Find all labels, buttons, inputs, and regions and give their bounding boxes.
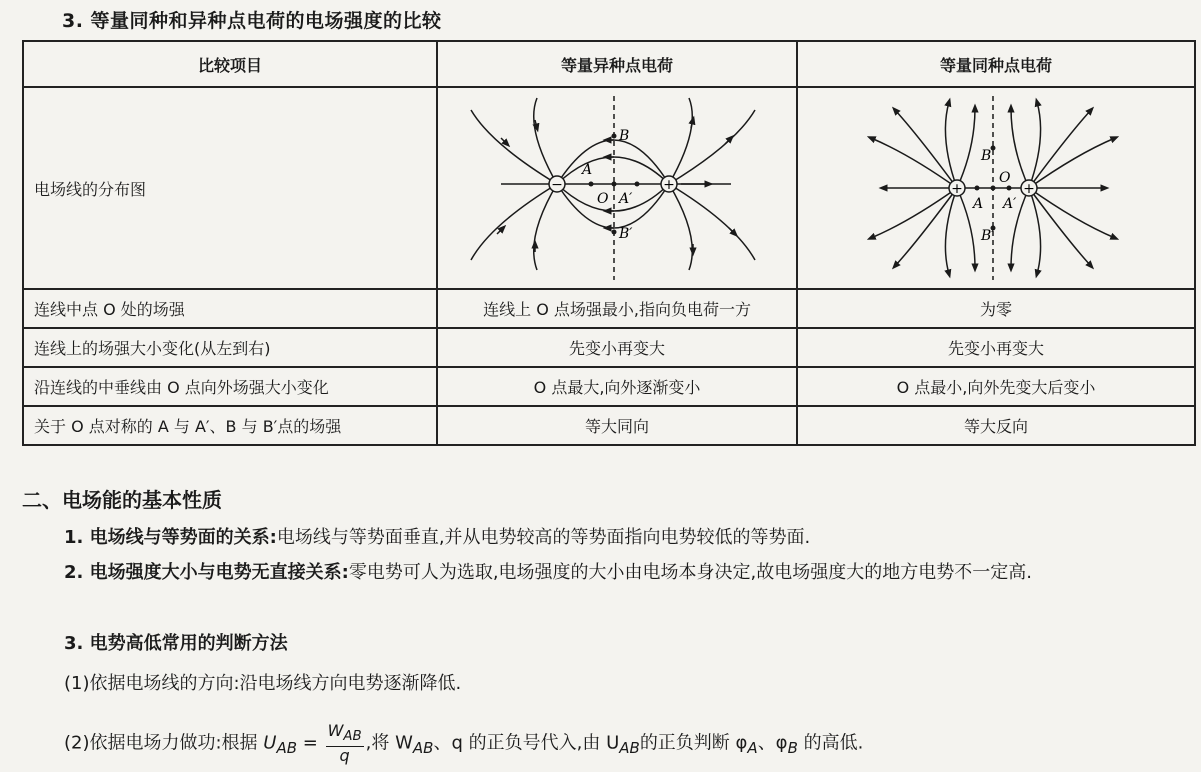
row-same: 为零 xyxy=(797,289,1195,328)
header-same: 等量同种点电荷 xyxy=(797,41,1195,87)
same-charges-field-diagram xyxy=(799,88,1193,284)
row-same: O 点最小,向外先变大后变小 xyxy=(797,367,1195,406)
paragraph-1 xyxy=(64,526,810,550)
p5-sep: 、φ xyxy=(757,732,788,754)
label-B-prime-same: B′ xyxy=(981,228,995,244)
table-row xyxy=(23,367,1195,406)
p5-end: 的高低. xyxy=(797,732,864,754)
p5-phiB-sub: B xyxy=(787,739,798,758)
row-item: 连线上的场强大小变化(从左到右) xyxy=(23,328,437,367)
p5-post-sub: AB xyxy=(412,739,434,758)
p5-prefix: (2)依据电场力做功:根据 xyxy=(64,732,264,754)
label-A-prime-same: A′ xyxy=(1003,196,1017,212)
minus-charge-label: − xyxy=(551,177,563,193)
row-opposite: 先变小再变大 xyxy=(437,328,797,367)
p5-fraction-numerator xyxy=(326,722,364,747)
p5-u-sub: AB xyxy=(276,739,298,758)
figure-row-label: 电场线的分布图 xyxy=(23,87,437,289)
paragraph-3-heading-text: 3. 电势高低常用的判断方法 xyxy=(64,633,288,654)
row-same: 等大反向 xyxy=(797,406,1195,445)
paragraph-2 xyxy=(22,556,1192,590)
header-opposite: 等量异种点电荷 xyxy=(437,41,797,87)
label-B-prime: B′ xyxy=(619,226,633,242)
label-A-prime: A′ xyxy=(619,191,633,207)
p5-post: ,将 W xyxy=(365,732,413,754)
p5-fraction-denominator: q xyxy=(339,746,350,766)
paragraph-1-heading: 1. 电场线与等势面的关系: xyxy=(64,527,277,548)
p5-post2-sub: AB xyxy=(619,739,640,758)
header-item: 比较项目 xyxy=(23,41,437,87)
row-opposite: O 点最大,向外逐渐变小 xyxy=(437,367,797,406)
label-O-same: O xyxy=(999,170,1011,186)
label-A-same: A xyxy=(973,196,984,212)
paragraph-2-body: 零电势可人为选取,电场强度的大小由电场本身决定,故电场强度大的地方电势不一定高. xyxy=(348,562,1032,583)
table-row xyxy=(23,406,1195,445)
section-3-title: 3. 等量同种和异种点电荷的电场强度的比较 xyxy=(62,10,442,32)
p5-phiA-sub: A xyxy=(747,739,758,758)
same-charges-diagram-cell xyxy=(797,87,1195,289)
table-header-row xyxy=(23,41,1195,87)
paragraph-4: (1)依据电场线的方向:沿电场线方向电势逐渐降低. xyxy=(64,673,462,694)
table-row-figure xyxy=(23,87,1195,289)
table-row xyxy=(23,328,1195,367)
table-row xyxy=(23,289,1195,328)
paragraph-1-body: 电场线与等势面垂直,并从电势较高的等势面指向电势较低的等势面. xyxy=(276,527,811,548)
p5-num-w: W xyxy=(327,721,344,740)
row-opposite: 等大同向 xyxy=(437,406,797,445)
row-opposite: 连线上 O 点场强最小,指向负电荷一方 xyxy=(437,289,797,328)
label-O: O xyxy=(597,191,609,207)
row-item: 连线中点 O 处的场强 xyxy=(23,289,437,328)
row-item: 关于 O 点对称的 A 与 A′、B 与 B′点的场强 xyxy=(23,406,437,445)
paragraph-2-heading: 2. 电场强度大小与电势无直接关系: xyxy=(64,562,349,583)
p5-equals: = xyxy=(297,732,324,754)
opposite-charges-diagram-cell xyxy=(437,87,797,289)
part-2-title: 二、电场能的基本性质 xyxy=(22,488,222,512)
p5-fraction xyxy=(326,722,364,765)
right-plus-charge-label: + xyxy=(1023,181,1035,197)
p5-u: U xyxy=(263,732,277,754)
comparison-table xyxy=(22,40,1196,446)
plus-charge-label: + xyxy=(663,177,675,193)
p5-post3: 的正负判断 φ xyxy=(639,732,748,754)
label-B: B xyxy=(619,128,630,144)
p5-post2: 、q 的正负号代入,由 U xyxy=(433,732,620,754)
left-plus-charge-label: + xyxy=(951,181,963,197)
opposite-charges-field-diagram xyxy=(439,88,795,284)
row-same: 先变小再变大 xyxy=(797,328,1195,367)
row-item: 沿连线的中垂线由 O 点向外场强大小变化 xyxy=(23,367,437,406)
p5-num-sub: AB xyxy=(343,729,362,745)
paragraph-3-heading xyxy=(64,632,288,656)
label-B-same: B xyxy=(981,148,992,164)
label-A: A xyxy=(582,162,593,178)
paragraph-5 xyxy=(64,722,863,765)
